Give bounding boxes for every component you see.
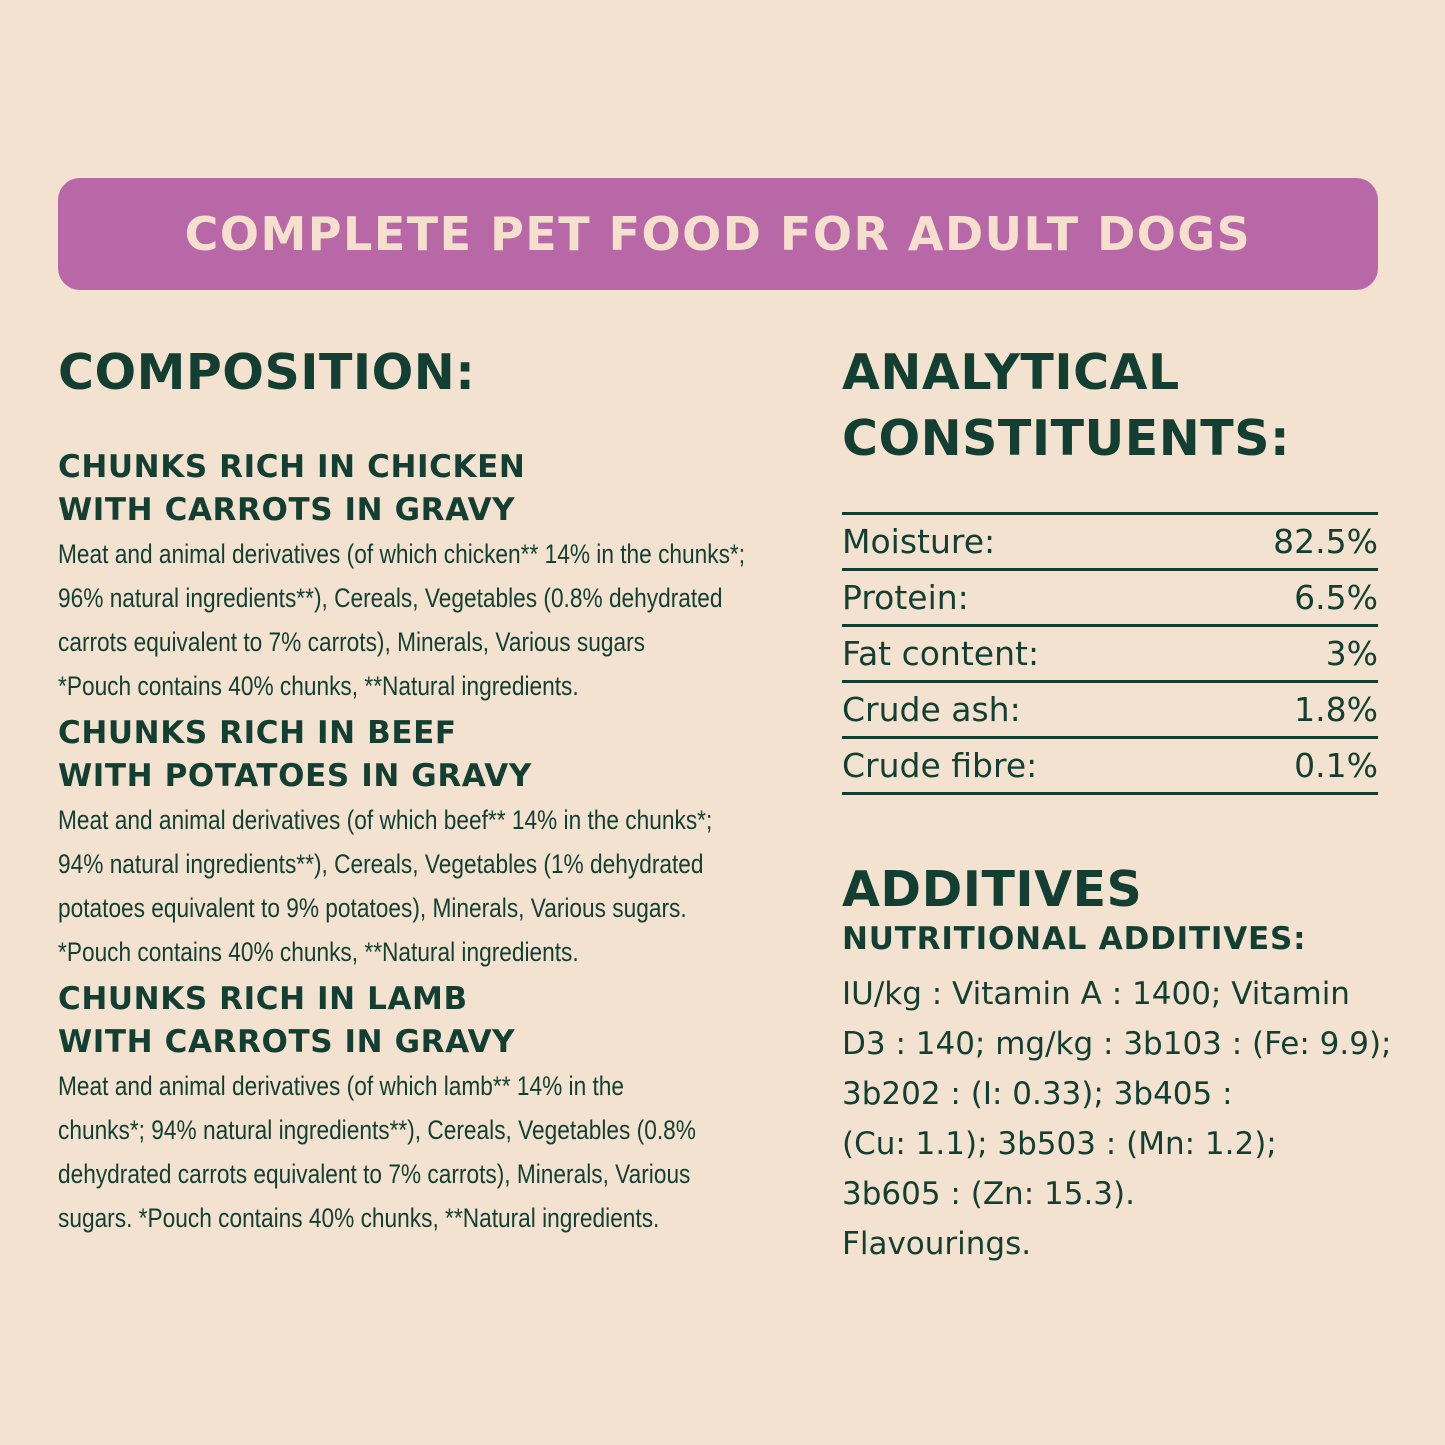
ingredient-line: Meat and animal derivatives (of which chicken** 14% in the chunks*; (58, 539, 746, 569)
variant-ingredients (58, 798, 797, 974)
ingredient-line: *Pouch contains 40% chunks, **Natural ingredients. (58, 671, 579, 701)
ingredient-line: potatoes equivalent to 9% potatoes), Minerals, Various sugars. (58, 893, 687, 923)
ingredient-line: chunks*; 94% natural ingredients**), Cereals, Vegetables (0.8% (58, 1115, 696, 1145)
constituent-value: 6.5% (1294, 578, 1378, 617)
constituent-label: Crude ash: (842, 690, 1021, 729)
additives-line: Flavourings. (842, 1226, 1032, 1262)
banner-title: COMPLETE PET FOOD FOR ADULT DOGS (184, 207, 1252, 261)
variant-beef (58, 712, 798, 974)
constituent-label: Moisture: (842, 522, 996, 561)
variant-title-line: WITH CARROTS IN GRAVY (58, 492, 516, 528)
additives-line: 3b202 : (I: 0.33); 3b405 : (842, 1076, 1233, 1112)
variant-title (58, 446, 798, 532)
analytical-heading (842, 340, 1382, 472)
constituent-value: 3% (1325, 634, 1378, 673)
constituent-row-fat (842, 627, 1378, 683)
constituent-label: Crude fibre: (842, 746, 1038, 785)
constituent-value: 82.5% (1273, 522, 1378, 561)
variant-title-line: CHUNKS RICH IN LAMB (58, 981, 468, 1017)
ingredient-line: sugars. *Pouch contains 40% chunks, **Natural ingredients. (58, 1203, 660, 1233)
additives-line: (Cu: 1.1); 3b503 : (Mn: 1.2); (842, 1126, 1277, 1162)
variant-title-line: WITH CARROTS IN GRAVY (58, 1024, 516, 1060)
additives-text (842, 969, 1392, 1269)
ingredient-line: 96% natural ingredients**), Cereals, Vegetables (0.8% dehydrated (58, 583, 723, 613)
ingredient-line: Meat and animal derivatives (of which beef** 14% in the chunks*; (58, 805, 713, 835)
variant-ingredients (58, 532, 797, 708)
additives-heading: ADDITIVES (842, 861, 1143, 918)
constituent-value: 0.1% (1294, 746, 1378, 785)
analysis-column (842, 340, 1392, 1269)
constituent-row-fibre (842, 739, 1378, 795)
ingredient-line: dehydrated carrots equivalent to 7% carrots), Minerals, Various (58, 1159, 691, 1189)
variant-title-line: CHUNKS RICH IN BEEF (58, 715, 457, 751)
analytical-heading-line: ANALYTICAL (842, 344, 1180, 401)
ingredient-line: Meat and animal derivatives (of which lamb** 14% in the (58, 1071, 625, 1101)
variant-lamb (58, 978, 798, 1240)
additives-line: 3b605 : (Zn: 15.3). (842, 1176, 1135, 1212)
title-banner (58, 178, 1378, 290)
variant-title (58, 978, 798, 1064)
composition-heading: COMPOSITION: (58, 344, 476, 401)
constituent-row-protein (842, 571, 1378, 627)
ingredient-line: carrots equivalent to 7% carrots), Minerals, Various sugars (58, 627, 645, 657)
variant-title-line: WITH POTATOES IN GRAVY (58, 758, 532, 794)
additives-line: IU/kg : Vitamin A : 1400; Vitamin (842, 976, 1350, 1012)
constituent-row-ash (842, 683, 1378, 739)
constituents-table (842, 512, 1378, 795)
constituent-label: Fat content: (842, 634, 1040, 673)
ingredient-line: *Pouch contains 40% chunks, **Natural ingredients. (58, 937, 579, 967)
composition-column (58, 340, 798, 1244)
ingredient-line: 94% natural ingredients**), Cereals, Vegetables (1% dehydrated (58, 849, 704, 879)
variant-chicken (58, 446, 798, 708)
constituent-row-moisture (842, 515, 1378, 571)
analytical-heading-line: CONSTITUENTS: (842, 410, 1291, 467)
variant-title (58, 712, 798, 798)
constituent-label: Protein: (842, 578, 969, 617)
additives-subheading: NUTRITIONAL ADDITIVES: (842, 921, 1307, 957)
additives-line: D3 : 140; mg/kg : 3b103 : (Fe: 9.9); (842, 1026, 1392, 1062)
constituent-value: 1.8% (1294, 690, 1378, 729)
variant-title-line: CHUNKS RICH IN CHICKEN (58, 449, 526, 485)
variant-ingredients (58, 1064, 797, 1240)
